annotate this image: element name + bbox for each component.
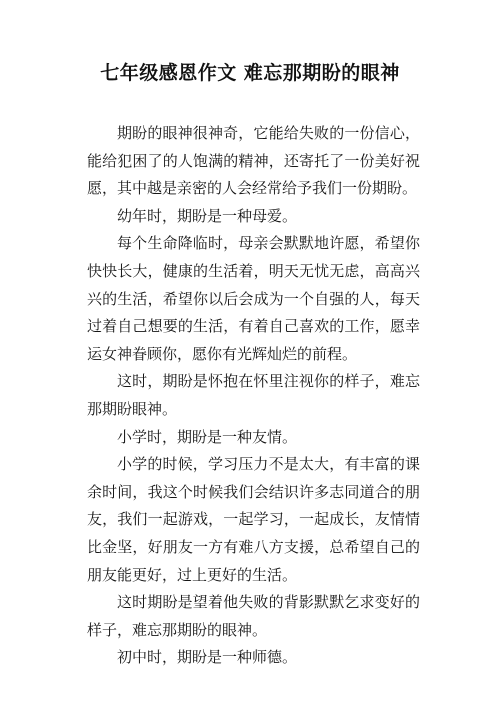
paragraph-3: 每个生命降临时，母亲会默默地许愿，希望你快快长大，健康的生活着，明天无忧无虑，高高兴兴的生活，希望你以后会成为一个自强的人，每天过着自己想要的生活，有着自己喜欢的工作，愿幸运女神眷顾你，愿你有光辉灿烂的前程。 [87, 234, 420, 363]
paragraph-5: 小学时，期盼是一种友情。 [117, 427, 298, 446]
document-body [87, 120, 420, 672]
document-title: 七年级感恩作文 难忘那期盼的眼神 [100, 62, 400, 84]
paragraph-7: 这时期盼是望着他失败的背影默默乞求变好的样子，难忘那期盼的眼神。 [87, 593, 420, 639]
paragraph-1: 期盼的眼神很神奇，它能给失败的一份信心，能给犯困了的人饱满的精神，还寄托了一份美好祝愿，其中越是亲密的人会经常给予我们一份期盼。 [87, 124, 420, 198]
paragraph-8: 初中时，期盼是一种师德。 [117, 648, 298, 667]
paragraph-4: 这时，期盼是怀抱在怀里注视你的样子，难忘那期盼眼神。 [87, 372, 420, 418]
paragraph-6: 小学的时候，学习压力不是太大，有丰富的课余时间，我这个时候我们会结识许多志同道合的朋友，我们一起游戏，一起学习，一起成长，友情情比金坚，好朋友一方有难八方支援，总希望自己的朋友能更好，过上更好的生活。 [87, 455, 420, 584]
paragraph-2: 幼年时，期盼是一种母爱。 [117, 206, 298, 225]
